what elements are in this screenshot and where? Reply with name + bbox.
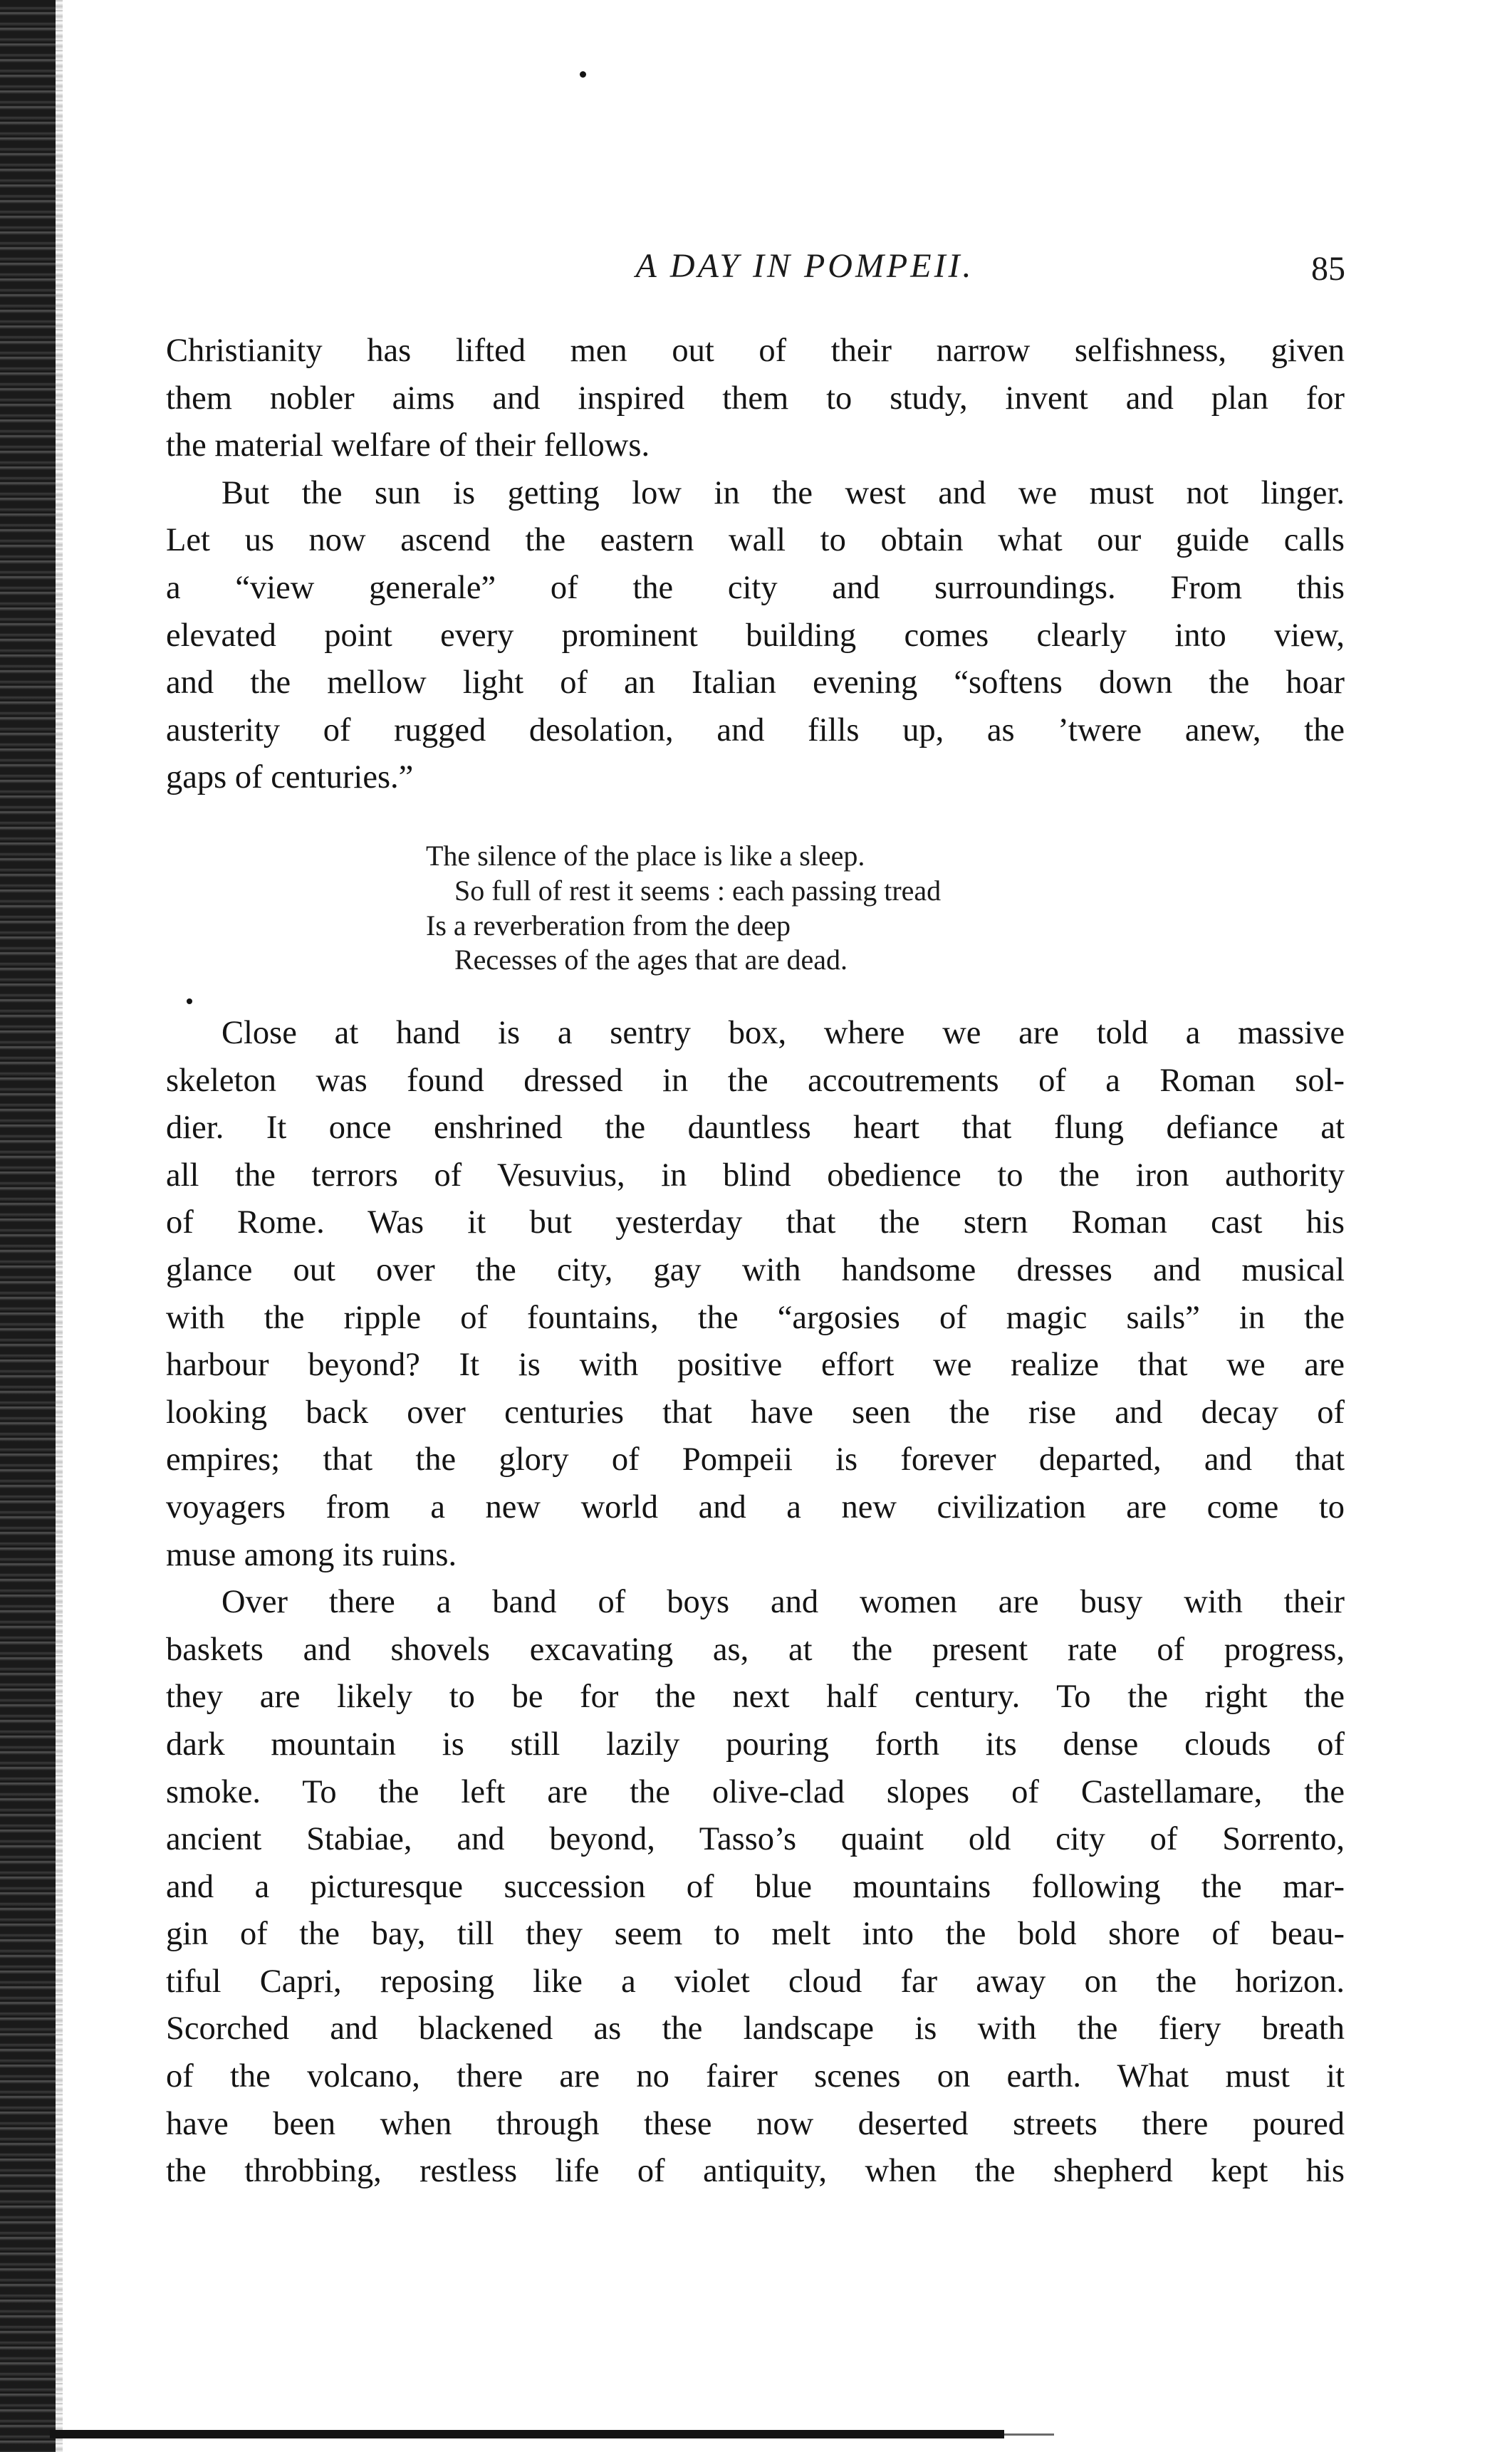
text-line: looking back over centuries that have seen the rise and decay of (166, 1394, 1345, 1431)
verse-line: Is a reverberation from the deep (426, 909, 791, 941)
text-line: gaps of centuries.” (166, 759, 414, 796)
text-line: with the ripple of fountains, the “argosies of magic sails” in the (166, 1299, 1345, 1336)
text-line: austerity of rugged desolation, and fills up, as ’twere anew, the (166, 711, 1345, 748)
text-line: and the mellow light of an Italian evening “softens down the hoar (166, 664, 1345, 701)
ink-speck (580, 71, 586, 78)
verse-line: The silence of the place is like a sleep. (426, 840, 865, 872)
text-line: Over there a band of boys and women are busy with their (221, 1584, 1345, 1621)
text-line: Close at hand is a sentry box, where we are told a massive (221, 1015, 1345, 1051)
text-line: they are likely to be for the next half century. To the right the (166, 1679, 1345, 1716)
verse-line: So full of rest it seems : each passing tread (454, 874, 942, 907)
text-line: Scorched and blackened as the landscape is with the fiery breath (166, 2010, 1345, 2047)
text-line: Let us now ascend the eastern wall to obtain what our guide calls (166, 522, 1345, 559)
body-text-bottom (166, 1010, 1345, 2196)
text-line: baskets and shovels excavating as, at the present rate of progress, (166, 1631, 1345, 1668)
running-title: A DAY IN POMPEII. (635, 247, 974, 285)
text-line: dark mountain is still lazily pouring forth its dense clouds of (166, 1726, 1345, 1763)
text-line: them nobler aims and inspired them to study, invent and plan for (166, 380, 1345, 417)
page-number: 85 (1311, 250, 1345, 288)
text-line: voyagers from a new world and a new civilization are come to (166, 1488, 1345, 1525)
text-line: all the terrors of Vesuvius, in blind obedience to the iron authority (166, 1157, 1345, 1194)
text-line: skeleton was found dressed in the accoutrements of a Roman sol- (166, 1062, 1345, 1099)
text-line: of the volcano, there are no fairer scenes on earth. What must it (166, 2058, 1345, 2095)
text-line: dier. It once enshrined the dauntless heart that flung defiance at (166, 1110, 1345, 1147)
text-line: and a picturesque succession of blue mountains following the mar- (166, 1868, 1345, 1905)
text-line: But the sun is getting low in the west and we must not linger. (221, 474, 1345, 511)
ink-speck (187, 998, 192, 1004)
text-line: a “view generale” of the city and surroundings. From this (166, 569, 1345, 606)
text-line: smoke. To the left are the olive-clad slopes of Castellamare, the (166, 1773, 1345, 1810)
body-text-top (166, 328, 1345, 802)
text-line: the throbbing, restless life of antiquity, when the shepherd kept his (166, 2153, 1345, 2190)
text-line: of Rome. Was it but yesterday that the stern Roman cast his (166, 1204, 1345, 1241)
text-line: tiful Capri, reposing like a violet cloud far away on the horizon. (166, 1963, 1345, 2000)
verse-quotation (426, 839, 941, 978)
verse-line: Recesses of the ages that are dead. (454, 944, 848, 976)
page-binding-edge (0, 0, 56, 2452)
text-line: harbour beyond? It is with positive effort we realize that we are (166, 1347, 1345, 1384)
text-line: gin of the bay, till they seem to melt into the bold shore of beau- (166, 1916, 1345, 1953)
text-line: glance out over the city, gay with handsome dresses and musical (166, 1251, 1345, 1288)
text-line: empires; that the glory of Pompeii is forever departed, and that (166, 1441, 1345, 1478)
bottom-rule (50, 2430, 1004, 2438)
text-line: Christianity has lifted men out of their narrow selfishness, given (166, 333, 1345, 369)
text-line: the material welfare of their fellows. (166, 427, 650, 464)
text-line: have been when through these now deserted streets there poured (166, 2105, 1345, 2142)
text-line: elevated point every prominent building comes clearly into view, (166, 617, 1345, 654)
text-line: muse among its ruins. (166, 1536, 457, 1573)
text-line: ancient Stabiae, and beyond, Tasso’s quaint old city of Sorrento, (166, 1821, 1345, 1858)
